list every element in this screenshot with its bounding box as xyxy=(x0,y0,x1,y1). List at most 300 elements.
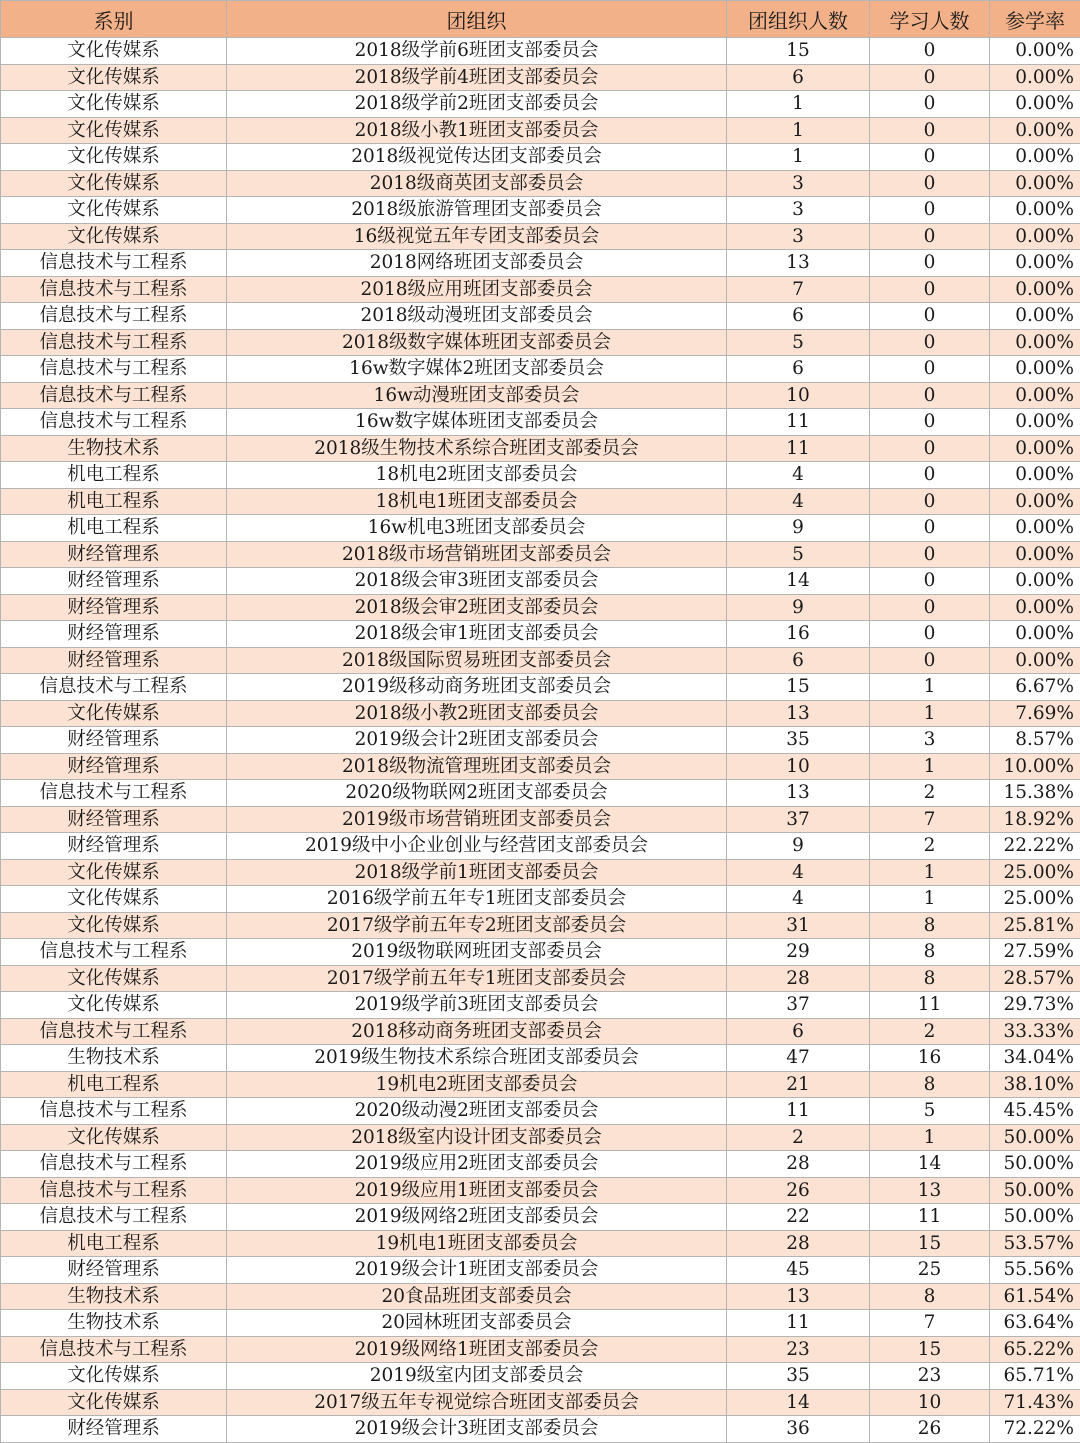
cell-department[interactable]: 文化传媒系 xyxy=(1,1389,227,1416)
cell-department[interactable]: 信息技术与工程系 xyxy=(1,780,227,807)
cell-organization[interactable]: 16w动漫班团支部委员会 xyxy=(227,382,727,409)
cell-participation-rate[interactable]: 50.00% xyxy=(990,1177,1080,1204)
cell-organization[interactable]: 2018级会审2班团支部委员会 xyxy=(227,594,727,621)
cell-participation-rate[interactable]: 65.22% xyxy=(990,1336,1080,1363)
cell-participation-rate[interactable]: 22.22% xyxy=(990,833,1080,860)
cell-study-count[interactable]: 10 xyxy=(870,1389,990,1416)
cell-participation-rate[interactable]: 0.00% xyxy=(990,356,1080,383)
table-row xyxy=(1,992,1080,1019)
cell-department[interactable]: 财经管理系 xyxy=(1,1257,227,1284)
cell-participation-rate[interactable]: 33.33% xyxy=(990,1018,1080,1045)
cell-department[interactable]: 财经管理系 xyxy=(1,541,227,568)
cell-department[interactable]: 文化传媒系 xyxy=(1,91,227,118)
cell-department[interactable]: 财经管理系 xyxy=(1,727,227,754)
cell-department[interactable]: 文化传媒系 xyxy=(1,1363,227,1390)
table-row xyxy=(1,700,1080,727)
cell-member-count[interactable]: 4 xyxy=(727,488,870,515)
cell-department[interactable]: 文化传媒系 xyxy=(1,223,227,250)
cell-department[interactable]: 机电工程系 xyxy=(1,1230,227,1257)
cell-department[interactable]: 文化传媒系 xyxy=(1,912,227,939)
cell-member-count[interactable]: 6 xyxy=(727,1018,870,1045)
cell-department[interactable]: 信息技术与工程系 xyxy=(1,1151,227,1178)
table-row xyxy=(1,1071,1080,1098)
cell-participation-rate[interactable]: 0.00% xyxy=(990,144,1080,171)
cell-study-count[interactable]: 23 xyxy=(870,1363,990,1390)
cell-member-count[interactable]: 6 xyxy=(727,303,870,330)
header-organization[interactable]: 团组织 xyxy=(227,1,727,38)
cell-study-count[interactable]: 0 xyxy=(870,356,990,383)
cell-organization[interactable]: 2019级中小企业创业与经营团支部委员会 xyxy=(227,833,727,860)
table-row xyxy=(1,1045,1080,1072)
cell-member-count[interactable]: 4 xyxy=(727,859,870,886)
cell-organization[interactable]: 2019级市场营销班团支部委员会 xyxy=(227,806,727,833)
cell-study-count[interactable]: 15 xyxy=(870,1336,990,1363)
cell-study-count[interactable]: 0 xyxy=(870,170,990,197)
cell-participation-rate[interactable]: 50.00% xyxy=(990,1151,1080,1178)
cell-department[interactable]: 文化传媒系 xyxy=(1,117,227,144)
cell-organization[interactable]: 2018级视觉传达团支部委员会 xyxy=(227,144,727,171)
cell-department[interactable]: 信息技术与工程系 xyxy=(1,250,227,277)
cell-organization[interactable]: 2019级网络2班团支部委员会 xyxy=(227,1204,727,1231)
cell-department[interactable]: 信息技术与工程系 xyxy=(1,1098,227,1125)
cell-department[interactable]: 生物技术系 xyxy=(1,1310,227,1337)
cell-participation-rate[interactable]: 0.00% xyxy=(990,382,1080,409)
cell-study-count[interactable]: 2 xyxy=(870,1018,990,1045)
cell-participation-rate[interactable]: 0.00% xyxy=(990,568,1080,595)
table-row xyxy=(1,515,1080,542)
cell-department[interactable]: 文化传媒系 xyxy=(1,1124,227,1151)
cell-participation-rate[interactable]: 0.00% xyxy=(990,488,1080,515)
cell-study-count[interactable]: 0 xyxy=(870,462,990,489)
cell-participation-rate[interactable]: 72.22% xyxy=(990,1416,1080,1443)
cell-participation-rate[interactable]: 45.45% xyxy=(990,1098,1080,1125)
cell-department[interactable]: 文化传媒系 xyxy=(1,700,227,727)
cell-study-count[interactable]: 0 xyxy=(870,38,990,65)
cell-organization[interactable]: 19机电2班团支部委员会 xyxy=(227,1071,727,1098)
table-row xyxy=(1,250,1080,277)
cell-department[interactable]: 信息技术与工程系 xyxy=(1,329,227,356)
cell-participation-rate[interactable]: 0.00% xyxy=(990,64,1080,91)
cell-member-count[interactable]: 4 xyxy=(727,462,870,489)
cell-organization[interactable]: 2019级生物技术系综合班团支部委员会 xyxy=(227,1045,727,1072)
table-row xyxy=(1,435,1080,462)
cell-department[interactable]: 财经管理系 xyxy=(1,833,227,860)
cell-department[interactable]: 财经管理系 xyxy=(1,1416,227,1443)
cell-organization[interactable]: 2018级小教2班团支部委员会 xyxy=(227,700,727,727)
cell-study-count[interactable]: 0 xyxy=(870,568,990,595)
cell-study-count[interactable]: 2 xyxy=(870,833,990,860)
cell-participation-rate[interactable]: 0.00% xyxy=(990,38,1080,65)
cell-study-count[interactable]: 0 xyxy=(870,117,990,144)
cell-participation-rate[interactable]: 25.00% xyxy=(990,859,1080,886)
cell-organization[interactable]: 2018级小教1班团支部委员会 xyxy=(227,117,727,144)
cell-department[interactable]: 信息技术与工程系 xyxy=(1,1204,227,1231)
cell-member-count[interactable]: 37 xyxy=(727,992,870,1019)
cell-department[interactable]: 信息技术与工程系 xyxy=(1,1018,227,1045)
cell-study-count[interactable]: 0 xyxy=(870,435,990,462)
cell-study-count[interactable]: 0 xyxy=(870,303,990,330)
cell-participation-rate[interactable]: 0.00% xyxy=(990,621,1080,648)
cell-study-count[interactable]: 8 xyxy=(870,1071,990,1098)
cell-organization[interactable]: 16w数字媒体2班团支部委员会 xyxy=(227,356,727,383)
header-study-count[interactable]: 学习人数 xyxy=(870,1,990,38)
cell-study-count[interactable]: 0 xyxy=(870,144,990,171)
cell-participation-rate[interactable]: 10.00% xyxy=(990,753,1080,780)
cell-department[interactable]: 信息技术与工程系 xyxy=(1,939,227,966)
cell-study-count[interactable]: 0 xyxy=(870,197,990,224)
cell-member-count[interactable]: 13 xyxy=(727,1283,870,1310)
cell-study-count[interactable]: 8 xyxy=(870,965,990,992)
cell-department[interactable]: 财经管理系 xyxy=(1,647,227,674)
cell-participation-rate[interactable]: 0.00% xyxy=(990,276,1080,303)
cell-member-count[interactable]: 35 xyxy=(727,727,870,754)
cell-member-count[interactable]: 28 xyxy=(727,965,870,992)
cell-participation-rate[interactable]: 15.38% xyxy=(990,780,1080,807)
cell-member-count[interactable]: 11 xyxy=(727,435,870,462)
cell-participation-rate[interactable]: 0.00% xyxy=(990,197,1080,224)
cell-organization[interactable]: 2019级网络1班团支部委员会 xyxy=(227,1336,727,1363)
cell-member-count[interactable]: 22 xyxy=(727,1204,870,1231)
table-row xyxy=(1,223,1080,250)
cell-participation-rate[interactable]: 0.00% xyxy=(990,91,1080,118)
cell-member-count[interactable]: 9 xyxy=(727,515,870,542)
cell-department[interactable]: 信息技术与工程系 xyxy=(1,382,227,409)
cell-study-count[interactable]: 1 xyxy=(870,1124,990,1151)
cell-study-count[interactable]: 1 xyxy=(870,700,990,727)
cell-member-count[interactable]: 11 xyxy=(727,1098,870,1125)
cell-study-count[interactable]: 16 xyxy=(870,1045,990,1072)
cell-participation-rate[interactable]: 27.59% xyxy=(990,939,1080,966)
cell-participation-rate[interactable]: 0.00% xyxy=(990,303,1080,330)
cell-member-count[interactable]: 28 xyxy=(727,1151,870,1178)
cell-participation-rate[interactable]: 0.00% xyxy=(990,223,1080,250)
cell-member-count[interactable]: 37 xyxy=(727,806,870,833)
cell-participation-rate[interactable]: 50.00% xyxy=(990,1204,1080,1231)
cell-member-count[interactable]: 47 xyxy=(727,1045,870,1072)
table-row xyxy=(1,1389,1080,1416)
cell-organization[interactable]: 20园林班团支部委员会 xyxy=(227,1310,727,1337)
cell-participation-rate[interactable]: 53.57% xyxy=(990,1230,1080,1257)
cell-member-count[interactable]: 4 xyxy=(727,886,870,913)
cell-organization[interactable]: 16w机电3班团支部委员会 xyxy=(227,515,727,542)
cell-member-count[interactable]: 15 xyxy=(727,674,870,701)
table-row xyxy=(1,117,1080,144)
cell-study-count[interactable]: 13 xyxy=(870,1177,990,1204)
cell-participation-rate[interactable]: 71.43% xyxy=(990,1389,1080,1416)
cell-participation-rate[interactable]: 0.00% xyxy=(990,250,1080,277)
cell-department[interactable]: 信息技术与工程系 xyxy=(1,303,227,330)
cell-study-count[interactable]: 7 xyxy=(870,1310,990,1337)
cell-study-count[interactable]: 5 xyxy=(870,1098,990,1125)
table-row xyxy=(1,965,1080,992)
cell-member-count[interactable]: 21 xyxy=(727,1071,870,1098)
cell-member-count[interactable]: 14 xyxy=(727,1389,870,1416)
cell-member-count[interactable]: 6 xyxy=(727,64,870,91)
cell-organization[interactable]: 2020级动漫2班团支部委员会 xyxy=(227,1098,727,1125)
table-body xyxy=(1,38,1080,1443)
cell-department[interactable]: 文化传媒系 xyxy=(1,170,227,197)
cell-member-count[interactable]: 23 xyxy=(727,1336,870,1363)
cell-organization[interactable]: 2018级动漫班团支部委员会 xyxy=(227,303,727,330)
cell-participation-rate[interactable]: 8.57% xyxy=(990,727,1080,754)
cell-organization[interactable]: 2019级会计2班团支部委员会 xyxy=(227,727,727,754)
cell-department[interactable]: 机电工程系 xyxy=(1,515,227,542)
cell-study-count[interactable]: 0 xyxy=(870,647,990,674)
cell-department[interactable]: 文化传媒系 xyxy=(1,38,227,65)
cell-organization[interactable]: 16级视觉五年专团支部委员会 xyxy=(227,223,727,250)
cell-member-count[interactable]: 11 xyxy=(727,1310,870,1337)
cell-organization[interactable]: 2019级会计3班团支部委员会 xyxy=(227,1416,727,1443)
cell-organization[interactable]: 2018级学前1班团支部委员会 xyxy=(227,859,727,886)
cell-organization[interactable]: 19机电1班团支部委员会 xyxy=(227,1230,727,1257)
cell-organization[interactable]: 2019级应用2班团支部委员会 xyxy=(227,1151,727,1178)
cell-department[interactable]: 生物技术系 xyxy=(1,1045,227,1072)
cell-organization[interactable]: 2018级商英团支部委员会 xyxy=(227,170,727,197)
cell-participation-rate[interactable]: 63.64% xyxy=(990,1310,1080,1337)
cell-organization[interactable]: 2018级物流管理班团支部委员会 xyxy=(227,753,727,780)
cell-study-count[interactable]: 2 xyxy=(870,780,990,807)
cell-study-count[interactable]: 0 xyxy=(870,488,990,515)
cell-participation-rate[interactable]: 18.92% xyxy=(990,806,1080,833)
cell-member-count[interactable]: 13 xyxy=(727,700,870,727)
cell-participation-rate[interactable]: 0.00% xyxy=(990,594,1080,621)
cell-department[interactable]: 机电工程系 xyxy=(1,488,227,515)
cell-member-count[interactable]: 36 xyxy=(727,1416,870,1443)
cell-participation-rate[interactable]: 25.81% xyxy=(990,912,1080,939)
cell-member-count[interactable]: 35 xyxy=(727,1363,870,1390)
cell-participation-rate[interactable]: 61.54% xyxy=(990,1283,1080,1310)
cell-organization[interactable]: 20食品班团支部委员会 xyxy=(227,1283,727,1310)
cell-member-count[interactable]: 13 xyxy=(727,780,870,807)
cell-study-count[interactable]: 14 xyxy=(870,1151,990,1178)
cell-organization[interactable]: 2019级移动商务班团支部委员会 xyxy=(227,674,727,701)
table-row xyxy=(1,1310,1080,1337)
table-row xyxy=(1,1124,1080,1151)
cell-organization[interactable]: 2019级会计1班团支部委员会 xyxy=(227,1257,727,1284)
cell-participation-rate[interactable]: 0.00% xyxy=(990,329,1080,356)
cell-department[interactable]: 文化传媒系 xyxy=(1,144,227,171)
cell-member-count[interactable]: 2 xyxy=(727,1124,870,1151)
cell-participation-rate[interactable]: 0.00% xyxy=(990,647,1080,674)
cell-participation-rate[interactable]: 0.00% xyxy=(990,409,1080,436)
cell-participation-rate[interactable]: 0.00% xyxy=(990,170,1080,197)
cell-member-count[interactable]: 31 xyxy=(727,912,870,939)
cell-department[interactable]: 信息技术与工程系 xyxy=(1,674,227,701)
cell-participation-rate[interactable]: 55.56% xyxy=(990,1257,1080,1284)
table-row xyxy=(1,1336,1080,1363)
cell-department[interactable]: 财经管理系 xyxy=(1,806,227,833)
cell-organization[interactable]: 2018移动商务班团支部委员会 xyxy=(227,1018,727,1045)
cell-member-count[interactable]: 1 xyxy=(727,117,870,144)
cell-study-count[interactable]: 0 xyxy=(870,409,990,436)
header-row xyxy=(1,1,1080,38)
cell-study-count[interactable]: 3 xyxy=(870,727,990,754)
cell-organization[interactable]: 2019级应用1班团支部委员会 xyxy=(227,1177,727,1204)
cell-department[interactable]: 文化传媒系 xyxy=(1,965,227,992)
cell-organization[interactable]: 2018级学前6班团支部委员会 xyxy=(227,38,727,65)
cell-organization[interactable]: 2018级市场营销班团支部委员会 xyxy=(227,541,727,568)
cell-department[interactable]: 生物技术系 xyxy=(1,1283,227,1310)
cell-participation-rate[interactable]: 28.57% xyxy=(990,965,1080,992)
cell-organization[interactable]: 2017级五年专视觉综合班团支部委员会 xyxy=(227,1389,727,1416)
cell-member-count[interactable]: 10 xyxy=(727,753,870,780)
cell-member-count[interactable]: 6 xyxy=(727,356,870,383)
cell-member-count[interactable]: 29 xyxy=(727,939,870,966)
cell-member-count[interactable]: 9 xyxy=(727,594,870,621)
table-row xyxy=(1,912,1080,939)
cell-member-count[interactable]: 10 xyxy=(727,382,870,409)
cell-study-count[interactable]: 0 xyxy=(870,250,990,277)
cell-department[interactable]: 信息技术与工程系 xyxy=(1,409,227,436)
cell-member-count[interactable]: 26 xyxy=(727,1177,870,1204)
cell-department[interactable]: 文化传媒系 xyxy=(1,197,227,224)
cell-member-count[interactable]: 5 xyxy=(727,329,870,356)
cell-department[interactable]: 信息技术与工程系 xyxy=(1,1177,227,1204)
cell-organization[interactable]: 2020级物联网2班团支部委员会 xyxy=(227,780,727,807)
cell-study-count[interactable]: 0 xyxy=(870,329,990,356)
cell-study-count[interactable]: 1 xyxy=(870,886,990,913)
cell-department[interactable]: 文化传媒系 xyxy=(1,859,227,886)
cell-participation-rate[interactable]: 25.00% xyxy=(990,886,1080,913)
cell-department[interactable]: 机电工程系 xyxy=(1,462,227,489)
cell-study-count[interactable]: 11 xyxy=(870,1204,990,1231)
cell-member-count[interactable]: 6 xyxy=(727,647,870,674)
cell-organization[interactable]: 18机电2班团支部委员会 xyxy=(227,462,727,489)
cell-organization[interactable]: 2018级国际贸易班团支部委员会 xyxy=(227,647,727,674)
cell-study-count[interactable]: 8 xyxy=(870,939,990,966)
table-row xyxy=(1,1283,1080,1310)
cell-study-count[interactable]: 0 xyxy=(870,64,990,91)
table-row xyxy=(1,780,1080,807)
cell-study-count[interactable]: 1 xyxy=(870,859,990,886)
cell-department[interactable]: 财经管理系 xyxy=(1,594,227,621)
cell-study-count[interactable]: 7 xyxy=(870,806,990,833)
table-row xyxy=(1,833,1080,860)
cell-member-count[interactable]: 16 xyxy=(727,621,870,648)
cell-participation-rate[interactable]: 6.67% xyxy=(990,674,1080,701)
table-row xyxy=(1,488,1080,515)
cell-organization[interactable]: 2018级学前4班团支部委员会 xyxy=(227,64,727,91)
cell-organization[interactable]: 2019级物联网班团支部委员会 xyxy=(227,939,727,966)
cell-member-count[interactable]: 3 xyxy=(727,170,870,197)
cell-department[interactable]: 信息技术与工程系 xyxy=(1,356,227,383)
cell-participation-rate[interactable]: 0.00% xyxy=(990,541,1080,568)
cell-participation-rate[interactable]: 34.04% xyxy=(990,1045,1080,1072)
table-row xyxy=(1,197,1080,224)
cell-organization[interactable]: 2018网络班团支部委员会 xyxy=(227,250,727,277)
cell-study-count[interactable]: 0 xyxy=(870,515,990,542)
cell-member-count[interactable]: 13 xyxy=(727,250,870,277)
cell-organization[interactable]: 2016级学前五年专1班团支部委员会 xyxy=(227,886,727,913)
table-row xyxy=(1,568,1080,595)
cell-department[interactable]: 生物技术系 xyxy=(1,435,227,462)
cell-study-count[interactable]: 25 xyxy=(870,1257,990,1284)
cell-organization[interactable]: 2019级学前3班团支部委员会 xyxy=(227,992,727,1019)
cell-member-count[interactable]: 1 xyxy=(727,91,870,118)
cell-member-count[interactable]: 3 xyxy=(727,223,870,250)
cell-department[interactable]: 信息技术与工程系 xyxy=(1,276,227,303)
cell-study-count[interactable]: 26 xyxy=(870,1416,990,1443)
cell-study-count[interactable]: 0 xyxy=(870,382,990,409)
cell-study-count[interactable]: 8 xyxy=(870,912,990,939)
cell-study-count[interactable]: 1 xyxy=(870,674,990,701)
cell-participation-rate[interactable]: 0.00% xyxy=(990,515,1080,542)
cell-study-count[interactable]: 0 xyxy=(870,223,990,250)
cell-organization[interactable]: 18机电1班团支部委员会 xyxy=(227,488,727,515)
cell-member-count[interactable]: 3 xyxy=(727,197,870,224)
cell-study-count[interactable]: 0 xyxy=(870,91,990,118)
cell-organization[interactable]: 2018级旅游管理团支部委员会 xyxy=(227,197,727,224)
cell-participation-rate[interactable]: 7.69% xyxy=(990,700,1080,727)
table-row xyxy=(1,1204,1080,1231)
cell-participation-rate[interactable]: 0.00% xyxy=(990,462,1080,489)
cell-organization[interactable]: 2018级应用班团支部委员会 xyxy=(227,276,727,303)
cell-organization[interactable]: 2018级数字媒体班团支部委员会 xyxy=(227,329,727,356)
cell-participation-rate[interactable]: 50.00% xyxy=(990,1124,1080,1151)
cell-department[interactable]: 信息技术与工程系 xyxy=(1,1336,227,1363)
cell-member-count[interactable]: 11 xyxy=(727,409,870,436)
cell-organization[interactable]: 2018级学前2班团支部委员会 xyxy=(227,91,727,118)
table-row xyxy=(1,303,1080,330)
header-participation-rate[interactable]: 参学率 xyxy=(990,1,1080,38)
cell-study-count[interactable]: 8 xyxy=(870,1283,990,1310)
cell-department[interactable]: 财经管理系 xyxy=(1,621,227,648)
cell-member-count[interactable]: 7 xyxy=(727,276,870,303)
cell-member-count[interactable]: 15 xyxy=(727,38,870,65)
cell-study-count[interactable]: 15 xyxy=(870,1230,990,1257)
table-row xyxy=(1,541,1080,568)
cell-organization[interactable]: 2017级学前五年专2班团支部委员会 xyxy=(227,912,727,939)
header-member-count[interactable]: 团组织人数 xyxy=(727,1,870,38)
cell-participation-rate[interactable]: 29.73% xyxy=(990,992,1080,1019)
cell-organization[interactable]: 2018级会审3班团支部委员会 xyxy=(227,568,727,595)
cell-member-count[interactable]: 1 xyxy=(727,144,870,171)
cell-department[interactable]: 文化传媒系 xyxy=(1,886,227,913)
cell-study-count[interactable]: 11 xyxy=(870,992,990,1019)
cell-member-count[interactable]: 28 xyxy=(727,1230,870,1257)
cell-department[interactable]: 机电工程系 xyxy=(1,1071,227,1098)
cell-study-count[interactable]: 1 xyxy=(870,753,990,780)
table-row xyxy=(1,170,1080,197)
cell-participation-rate[interactable]: 0.00% xyxy=(990,435,1080,462)
cell-organization[interactable]: 2018级会审1班团支部委员会 xyxy=(227,621,727,648)
cell-member-count[interactable]: 14 xyxy=(727,568,870,595)
cell-organization[interactable]: 2018级室内设计团支部委员会 xyxy=(227,1124,727,1151)
cell-study-count[interactable]: 0 xyxy=(870,594,990,621)
cell-study-count[interactable]: 0 xyxy=(870,621,990,648)
table-row xyxy=(1,356,1080,383)
cell-study-count[interactable]: 0 xyxy=(870,541,990,568)
table-row xyxy=(1,1257,1080,1284)
cell-study-count[interactable]: 0 xyxy=(870,276,990,303)
cell-participation-rate[interactable]: 0.00% xyxy=(990,117,1080,144)
cell-department[interactable]: 财经管理系 xyxy=(1,753,227,780)
cell-organization[interactable]: 2019级室内团支部委员会 xyxy=(227,1363,727,1390)
table-row xyxy=(1,1177,1080,1204)
header-department[interactable]: 系别 xyxy=(1,1,227,38)
cell-organization[interactable]: 2017级学前五年专1班团支部委员会 xyxy=(227,965,727,992)
cell-participation-rate[interactable]: 38.10% xyxy=(990,1071,1080,1098)
cell-organization[interactable]: 2018级生物技术系综合班团支部委员会 xyxy=(227,435,727,462)
cell-member-count[interactable]: 5 xyxy=(727,541,870,568)
cell-department[interactable]: 财经管理系 xyxy=(1,568,227,595)
cell-member-count[interactable]: 9 xyxy=(727,833,870,860)
cell-member-count[interactable]: 45 xyxy=(727,1257,870,1284)
cell-participation-rate[interactable]: 65.71% xyxy=(990,1363,1080,1390)
cell-organization[interactable]: 16w数字媒体班团支部委员会 xyxy=(227,409,727,436)
cell-department[interactable]: 文化传媒系 xyxy=(1,64,227,91)
cell-department[interactable]: 文化传媒系 xyxy=(1,992,227,1019)
